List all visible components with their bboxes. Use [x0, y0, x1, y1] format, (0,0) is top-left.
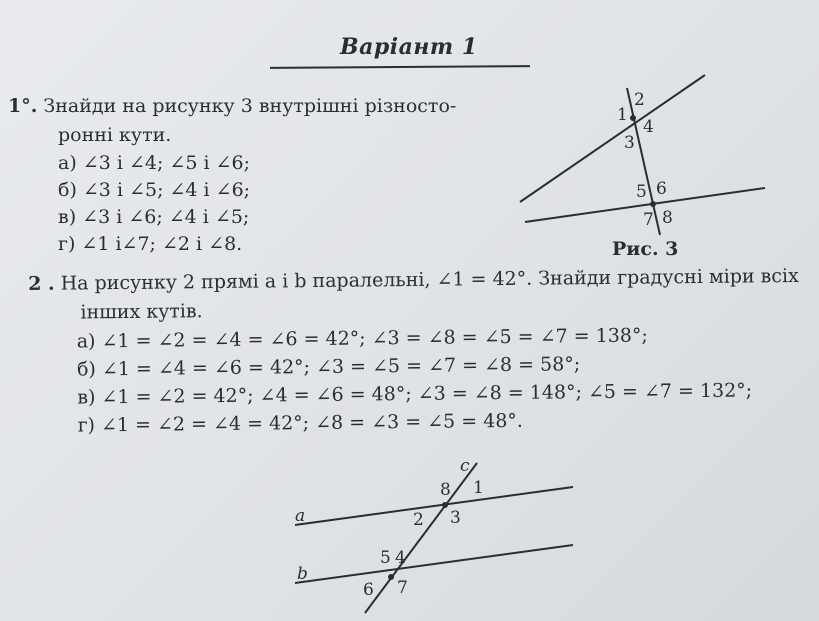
fig2-point-a	[442, 502, 448, 508]
fig3-label-5: 5	[636, 182, 647, 202]
fig2-angle-2: 2	[413, 510, 424, 530]
fig2-label-c: c	[460, 456, 470, 476]
fig2-angle-6: 6	[363, 580, 374, 600]
task-1-line-2: ронні кути.	[58, 124, 172, 146]
fig3-label-2: 2	[634, 90, 645, 110]
task-2-line-2: інших кутів.	[80, 300, 203, 324]
task-1-option-d: г) ∠1 і∠7; ∠2 і ∠8.	[58, 233, 243, 255]
task-2-option-a: а) ∠1 = ∠2 = ∠4 = ∠6 = 42°; ∠3 = ∠8 = ∠5 = ∠7 = 138°;	[76, 324, 648, 353]
fig3-label-7: 7	[643, 210, 654, 230]
task-2-option-b: б) ∠1 = ∠4 = ∠6 = 42°; ∠3 = ∠5 = ∠7 = ∠8 = 58°;	[76, 353, 581, 381]
fig2-line-c	[365, 463, 477, 613]
task-1	[8, 92, 508, 258]
variant-title: Варіант 1	[340, 34, 478, 60]
fig2-angle-1: 1	[473, 478, 484, 498]
task-2-option-d: г) ∠1 = ∠2 = ∠4 = 42°; ∠8 = ∠3 = ∠5 = 48°.	[77, 409, 524, 437]
fig3-point-bottom	[650, 201, 656, 207]
fig2-angle-4: 4	[395, 548, 406, 568]
fig2-label-a: a	[295, 506, 306, 526]
task-1-option-a: а) ∠3 і ∠4; ∠5 і ∠6;	[58, 152, 250, 174]
task-1-number: 1°.	[8, 95, 38, 117]
task-2-option-c: в) ∠1 = ∠2 = 42°; ∠4 = ∠6 = 48°; ∠3 = ∠8 = 148°; ∠5 = ∠7 = 132°;	[77, 379, 753, 409]
figure-2-diagram	[285, 455, 585, 615]
task-1-text-1: Знайди на рисунку 3 внутрішні різносто-	[43, 95, 457, 117]
fig2-angle-5: 5	[380, 548, 391, 568]
fig3-line-upper	[520, 75, 705, 202]
fig3-point-top	[630, 115, 636, 121]
fig2-label-b: b	[297, 564, 308, 584]
task-1-option-c: в) ∠3 і ∠6; ∠4 і ∠5;	[58, 206, 250, 228]
fig3-label-1: 1	[617, 105, 628, 125]
fig2-angle-3: 3	[450, 508, 461, 528]
fig3-label-4: 4	[643, 117, 654, 137]
fig2-angle-7: 7	[397, 578, 408, 598]
task-2-text-1: На рисунку 2 прямі a і b паралельні, ∠1 = 42°. Знайди градусні міри всіх	[60, 264, 799, 295]
task-2-number: 2 .	[28, 272, 55, 295]
task-1-option-b: б) ∠3 і ∠5; ∠4 і ∠6;	[58, 179, 251, 201]
title-underline	[270, 65, 530, 69]
fig3-label-3: 3	[624, 133, 635, 153]
figure-3-diagram	[510, 70, 780, 240]
fig3-label-6: 6	[656, 179, 667, 199]
fig2-point-b	[388, 574, 394, 580]
fig3-label-8: 8	[662, 208, 673, 228]
fig2-line-b	[295, 545, 573, 583]
figure-3-caption: Рис. 3	[612, 238, 679, 260]
fig2-angle-8: 8	[440, 480, 451, 500]
task-2	[28, 262, 810, 440]
task-1-line-1	[8, 92, 508, 121]
